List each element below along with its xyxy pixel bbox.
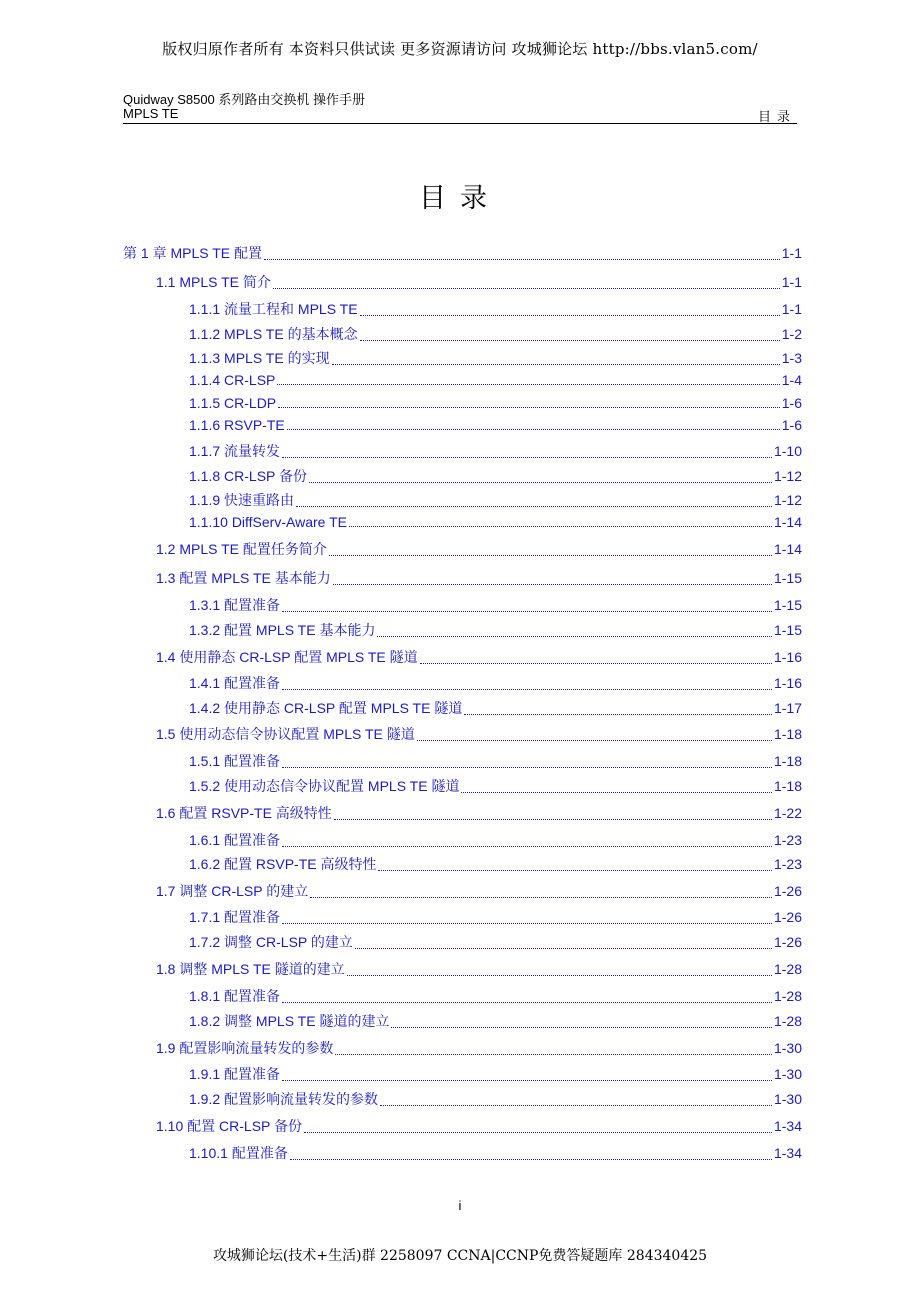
toc-entry[interactable] xyxy=(189,854,802,874)
toc-entry[interactable] xyxy=(189,595,802,615)
toc-dot-leader xyxy=(417,740,772,741)
toc-entry[interactable] xyxy=(189,466,802,486)
toc-entry-page: 1-1 xyxy=(781,301,802,317)
toc-entry-page: 1-2 xyxy=(781,326,802,342)
toc-entry-title: 1.3 配置 MPLS TE 基本能力 xyxy=(156,570,331,586)
toc-entry-page: 1-18 xyxy=(773,753,802,769)
toc-entry-title: 1.6 配置 RSVP-TE 高级特性 xyxy=(156,805,332,821)
toc-entry-title: 1.6.1 配置准备 xyxy=(189,832,281,848)
toc-dot-leader xyxy=(377,636,772,637)
toc-entry-title: 1.3.1 配置准备 xyxy=(189,597,281,613)
toc-dot-leader xyxy=(264,259,780,260)
toc-entry-page: 1-18 xyxy=(773,726,802,742)
toc-entry-page: 1-1 xyxy=(781,274,802,290)
toc-dot-leader xyxy=(304,1132,772,1133)
toc-entry[interactable] xyxy=(189,372,802,388)
toc-entry[interactable] xyxy=(189,1011,802,1031)
toc-dot-leader xyxy=(329,555,772,556)
toc-entry[interactable] xyxy=(189,441,802,461)
toc-entry[interactable] xyxy=(189,395,802,411)
toc-entry-page: 1-6 xyxy=(781,395,802,411)
toc-entry-title: 1.7 调整 CR-LSP 的建立 xyxy=(156,883,309,899)
toc-entry[interactable] xyxy=(189,932,802,952)
toc-entry[interactable] xyxy=(189,1089,802,1109)
toc-entry[interactable] xyxy=(123,243,802,263)
toc-dot-leader xyxy=(378,870,771,871)
toc-entry-page: 1-28 xyxy=(773,988,802,1004)
toc-entry-page: 1-30 xyxy=(773,1091,802,1107)
toc-dot-leader xyxy=(309,482,772,483)
toc-entry-title: 1.1.8 CR-LSP 备份 xyxy=(189,468,308,484)
toc-entry-title: 1.8.1 配置准备 xyxy=(189,988,281,1004)
toc-dot-leader xyxy=(310,897,772,898)
toc-entry-title: 第 1 章 MPLS TE 配置 xyxy=(123,245,262,261)
toc-entry-page: 1-28 xyxy=(773,961,802,977)
toc-dot-leader xyxy=(360,340,780,341)
toc-dot-leader xyxy=(287,429,780,430)
toc-entry-page: 1-16 xyxy=(773,649,802,665)
toc-dot-leader xyxy=(282,457,772,458)
toc-entry[interactable] xyxy=(156,881,802,901)
toc-dot-leader xyxy=(380,1105,772,1106)
toc-entry-title: 1.10 配置 CR-LSP 备份 xyxy=(156,1118,303,1134)
toc-entry-title: 1.9 配置影响流量转发的参数 xyxy=(156,1040,334,1056)
toc-dot-leader xyxy=(273,288,780,289)
top-banner: 版权归原作者所有 本资料只供试读 更多资源请访问 攻城狮论坛 http://bbs.vlan5.com/ xyxy=(162,40,758,58)
toc-entry-page: 1-12 xyxy=(773,492,802,508)
toc-dot-leader xyxy=(277,384,779,385)
toc-entry-page: 1-30 xyxy=(773,1040,802,1056)
toc-entry[interactable] xyxy=(189,698,802,718)
toc-dot-leader xyxy=(282,1002,772,1003)
toc-entry-title: 1.1 MPLS TE 简介 xyxy=(156,274,271,290)
toc-entry-page: 1-15 xyxy=(773,622,802,638)
toc-dot-leader xyxy=(282,611,772,612)
toc-entry-title: 1.8.2 调整 MPLS TE 隧道的建立 xyxy=(189,1013,390,1029)
toc-entry-title: 1.5 使用动态信令协议配置 MPLS TE 隧道 xyxy=(156,726,415,742)
toc-entry[interactable] xyxy=(189,514,802,530)
toc-entry[interactable] xyxy=(189,986,802,1006)
toc-entry-title: 1.3.2 配置 MPLS TE 基本能力 xyxy=(189,622,376,638)
toc-entry-title: 1.4.1 配置准备 xyxy=(189,675,281,691)
toc-entry-title: 1.1.6 RSVP-TE xyxy=(189,417,285,433)
toc-dot-leader xyxy=(347,975,772,976)
toc-entry-page: 1-34 xyxy=(773,1145,802,1161)
toc-entry[interactable] xyxy=(156,1038,802,1058)
toc-dot-leader xyxy=(282,846,772,847)
toc-dot-leader xyxy=(332,364,780,365)
toc-entry-title: 1.1.1 流量工程和 MPLS TE xyxy=(189,301,358,317)
toc-entry[interactable] xyxy=(189,673,802,693)
toc-entry-page: 1-26 xyxy=(773,883,802,899)
toc-dot-leader xyxy=(360,315,780,316)
toc-dot-leader xyxy=(461,792,772,793)
toc-entry-page: 1-16 xyxy=(773,675,802,691)
toc-entry-page: 1-34 xyxy=(773,1118,802,1134)
toc-entry-title: 1.1.7 流量转发 xyxy=(189,443,281,459)
toc-entry[interactable] xyxy=(189,620,802,640)
toc-entry[interactable] xyxy=(156,647,802,667)
toc-dot-leader xyxy=(464,714,772,715)
toc-entry[interactable] xyxy=(189,830,802,850)
page-number: i xyxy=(458,1198,462,1213)
toc-entry[interactable] xyxy=(156,959,802,979)
toc-entry[interactable] xyxy=(189,417,802,433)
toc-entry[interactable] xyxy=(189,490,802,510)
toc-entry-title: 1.9.2 配置影响流量转发的参数 xyxy=(189,1091,379,1107)
toc-dot-leader xyxy=(282,767,772,768)
toc-entry-page: 1-3 xyxy=(781,350,802,366)
toc-entry-title: 1.10.1 配置准备 xyxy=(189,1145,288,1161)
toc-entry-title: 1.5.1 配置准备 xyxy=(189,753,281,769)
toc-entry-title: 1.9.1 配置准备 xyxy=(189,1066,281,1082)
toc-dot-leader xyxy=(282,923,772,924)
footer-text: 攻城狮论坛(技术+生活)群 2258097 CCNA|CCNP免费答疑题库 284340425 xyxy=(212,1248,708,1264)
toc-entry[interactable] xyxy=(189,1143,802,1163)
toc-dot-leader xyxy=(391,1027,772,1028)
toc-entry-page: 1-14 xyxy=(773,541,802,557)
header-section: 目录 xyxy=(757,109,796,124)
toc-entry[interactable] xyxy=(156,803,802,823)
toc-entry-title: 1.8 调整 MPLS TE 隧道的建立 xyxy=(156,961,345,977)
toc-entry[interactable] xyxy=(156,1116,802,1136)
toc-entry-title: 1.1.10 DiffServ-Aware TE xyxy=(189,514,347,530)
toc-dot-leader xyxy=(333,584,772,585)
toc-entry[interactable] xyxy=(156,272,802,292)
toc-entry[interactable] xyxy=(189,907,802,927)
toc-entry[interactable] xyxy=(156,539,802,559)
toc-entry[interactable] xyxy=(189,1064,802,1084)
toc-entry-title: 1.1.2 MPLS TE 的基本概念 xyxy=(189,326,358,342)
toc-entry[interactable] xyxy=(156,724,802,744)
toc-entry-title: 1.4 使用静态 CR-LSP 配置 MPLS TE 隧道 xyxy=(156,649,418,665)
page-title: 目录 xyxy=(419,183,501,214)
toc-entry-page: 1-6 xyxy=(781,417,802,433)
toc-dot-leader xyxy=(420,663,772,664)
toc-entry-page: 1-12 xyxy=(773,468,802,484)
header-product: Quidway S8500 系列路由交换机 操作手册 xyxy=(123,92,366,107)
toc-dot-leader xyxy=(349,526,772,527)
toc-entry-title: 1.1.3 MPLS TE 的实现 xyxy=(189,350,330,366)
toc-dot-leader xyxy=(296,506,772,507)
toc-entry[interactable] xyxy=(189,348,802,368)
toc-dot-leader xyxy=(282,1080,772,1081)
toc-dot-leader xyxy=(278,407,780,408)
toc-entry-page: 1-26 xyxy=(773,909,802,925)
toc-entry-title: 1.1.4 CR-LSP xyxy=(189,372,276,388)
toc-entry-page: 1-4 xyxy=(781,372,802,388)
toc-entry-page: 1-28 xyxy=(773,1013,802,1029)
toc-entry-page: 1-18 xyxy=(773,778,802,794)
header-module: MPLS TE xyxy=(123,106,179,121)
toc-entry-page: 1-23 xyxy=(773,832,802,848)
toc-dot-leader xyxy=(335,1054,772,1055)
toc-entry-page: 1-14 xyxy=(773,514,802,530)
toc-dot-leader xyxy=(290,1159,772,1160)
toc-entry-title: 1.2 MPLS TE 配置任务简介 xyxy=(156,541,327,557)
toc-dot-leader xyxy=(282,689,772,690)
toc-entry-page: 1-1 xyxy=(781,245,802,261)
toc-entry-page: 1-30 xyxy=(773,1066,802,1082)
toc-entry-page: 1-15 xyxy=(773,570,802,586)
toc-entry[interactable] xyxy=(189,324,802,344)
toc-entry-title: 1.6.2 配置 RSVP-TE 高级特性 xyxy=(189,856,377,872)
toc-entry-title: 1.1.9 快速重路由 xyxy=(189,492,295,508)
toc-entry-title: 1.7.1 配置准备 xyxy=(189,909,281,925)
toc-dot-leader xyxy=(334,819,772,820)
toc-entry-page: 1-10 xyxy=(773,443,802,459)
toc-entry-page: 1-15 xyxy=(773,597,802,613)
toc-entry-page: 1-17 xyxy=(773,700,802,716)
toc-dot-leader xyxy=(355,948,772,949)
toc-entry[interactable] xyxy=(156,568,802,588)
toc-entry-title: 1.4.2 使用静态 CR-LSP 配置 MPLS TE 隧道 xyxy=(189,700,463,716)
toc-entry[interactable] xyxy=(189,751,802,771)
toc-entry-page: 1-22 xyxy=(773,805,802,821)
toc-entry-title: 1.5.2 使用动态信令协议配置 MPLS TE 隧道 xyxy=(189,778,460,794)
toc-entry[interactable] xyxy=(189,776,802,796)
toc-entry[interactable] xyxy=(189,299,802,319)
toc-entry-page: 1-23 xyxy=(773,856,802,872)
toc-entry-title: 1.1.5 CR-LDP xyxy=(189,395,277,411)
toc-entry-title: 1.7.2 调整 CR-LSP 的建立 xyxy=(189,934,353,950)
toc-entry-page: 1-26 xyxy=(773,934,802,950)
